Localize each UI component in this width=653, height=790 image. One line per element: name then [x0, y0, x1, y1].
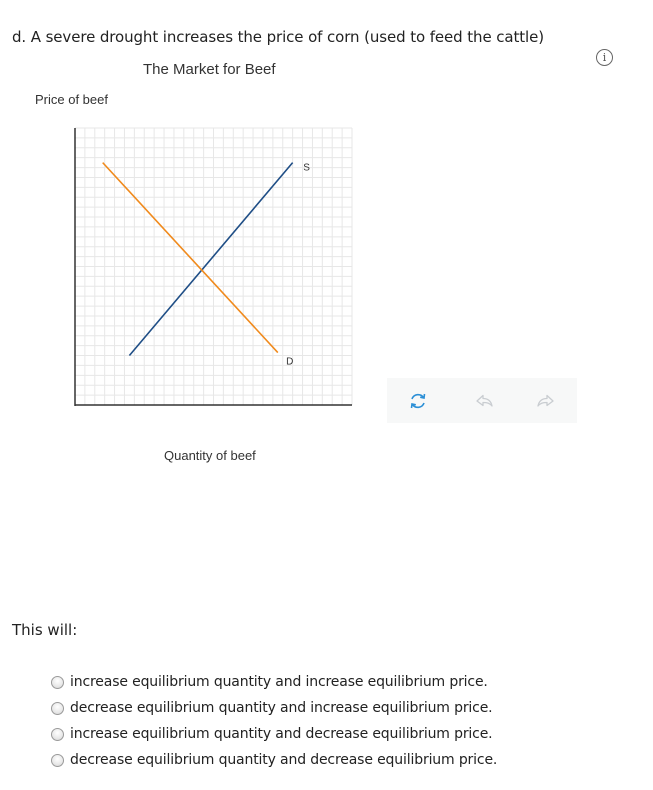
undo-icon[interactable]	[471, 388, 497, 414]
y-axis-label: Price of beef	[35, 92, 108, 107]
graph-toolbar	[387, 378, 577, 423]
radio-button[interactable]	[51, 728, 64, 741]
demand-curve	[103, 163, 278, 353]
x-axis-label: Quantity of beef	[164, 448, 256, 463]
answer-option[interactable]	[51, 723, 492, 745]
redo-icon[interactable]	[533, 388, 559, 414]
option-label: increase equilibrium quantity and decrease equilibrium price.	[70, 726, 493, 742]
chart-series	[103, 163, 311, 368]
prompt-text: This will:	[12, 621, 78, 639]
reset-icon[interactable]	[405, 388, 431, 414]
info-icon[interactable]: i	[596, 49, 613, 66]
option-label: decrease equilibrium quantity and decrease equilibrium price.	[70, 752, 498, 768]
answer-option[interactable]	[51, 697, 492, 719]
chart-title: The Market for Beef	[143, 61, 276, 78]
answer-option[interactable]	[51, 671, 488, 693]
chart-grid	[75, 128, 352, 405]
radio-button[interactable]	[51, 754, 64, 767]
supply-label: S	[303, 162, 310, 174]
answer-option[interactable]	[51, 749, 497, 771]
demand-label: D	[286, 356, 294, 368]
radio-button[interactable]	[51, 676, 64, 689]
question-text: d. A severe drought increases the price of corn (used to feed the cattle)	[12, 28, 544, 46]
option-label: increase equilibrium quantity and increase equilibrium price.	[70, 674, 488, 690]
option-label: decrease equilibrium quantity and increase equilibrium price.	[70, 700, 493, 716]
radio-button[interactable]	[51, 702, 64, 715]
